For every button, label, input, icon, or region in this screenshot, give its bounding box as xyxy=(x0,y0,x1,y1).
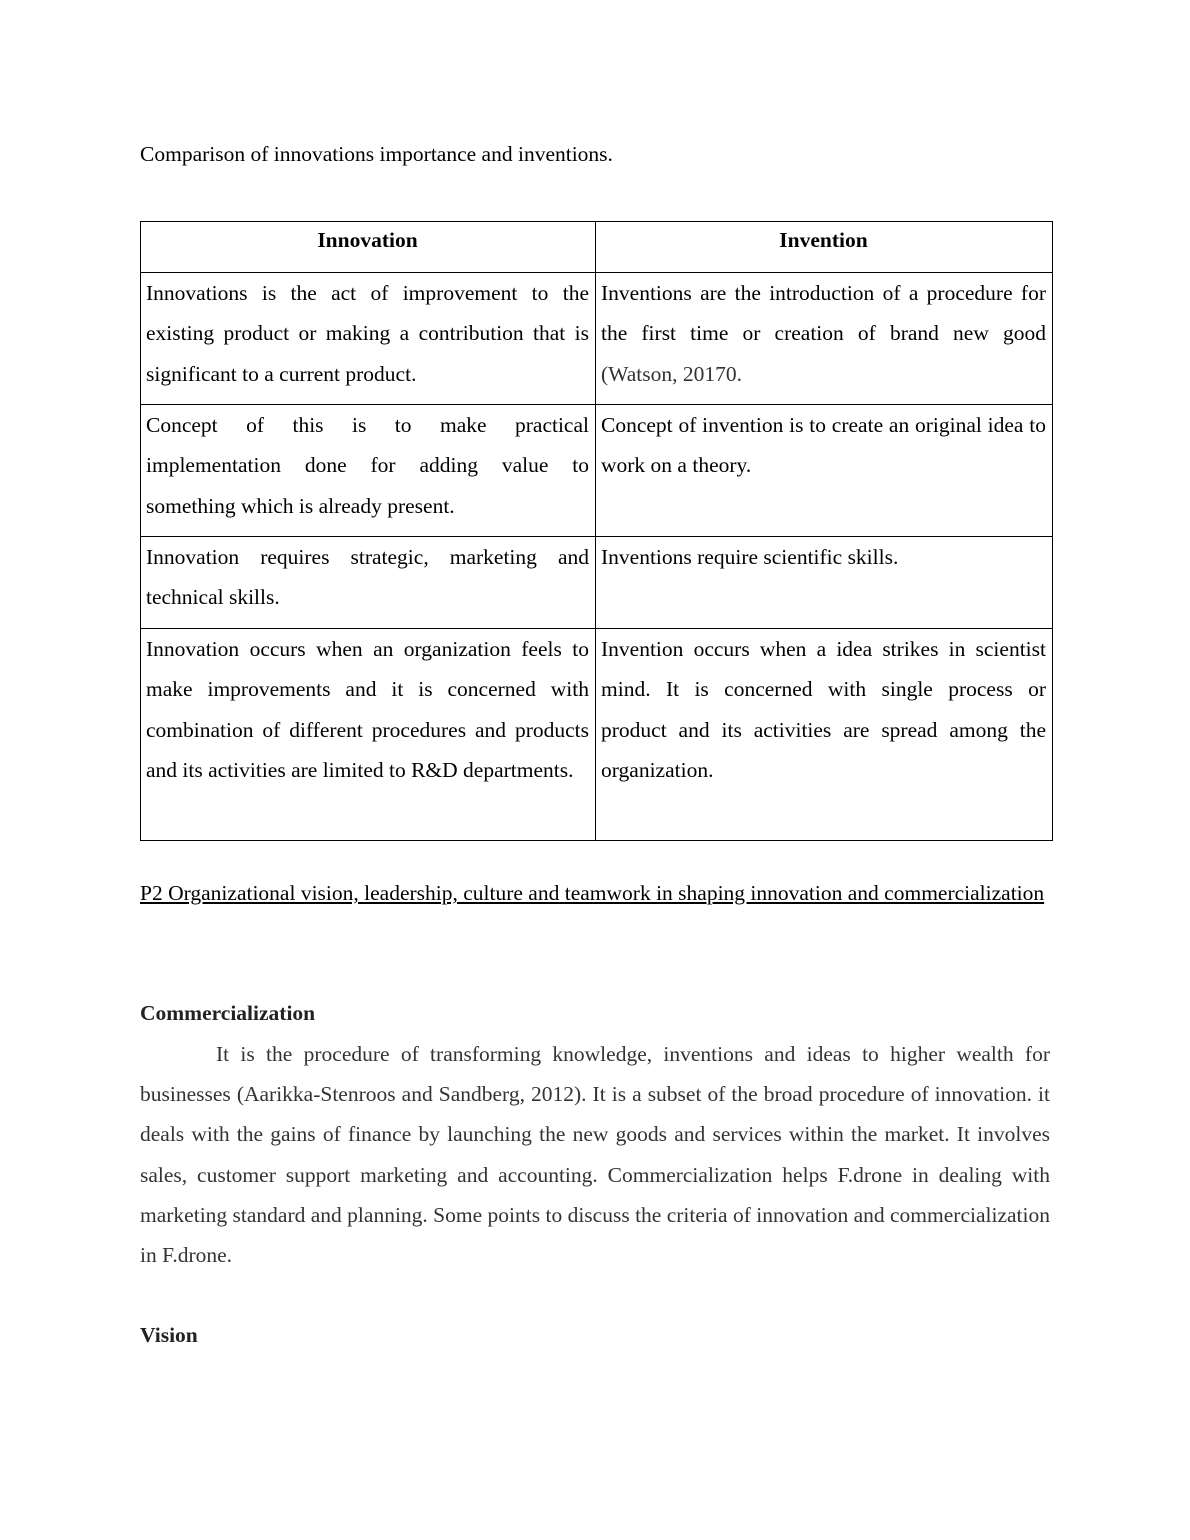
cell-invention xyxy=(596,273,1053,405)
table-row xyxy=(141,537,1053,629)
commercialization-paragraph: It is the procedure of transforming knowledge, inventions and ideas to higher wealth for businesses (Aarikka-Stenroos and Sandberg, 2012). It is a subset of the broad procedure of innovation. it deals with the gains of finance by launching the new goods and services within the market. It involves sales, customer support marketing and accounting. Commercialization helps F.drone in dealing with marketing standard and planning. Some points to discuss the criteria of innovation and commercialization in F.drone. xyxy=(140,1042,1050,1268)
vision-heading: Vision xyxy=(140,1323,198,1347)
cell-invention: Invention occurs when a idea strikes in scientist mind. It is concerned with single process or product and its activities are spread among the organization. xyxy=(596,629,1053,841)
cell-innovation: Innovation requires strategic, marketing and technical skills. xyxy=(141,537,596,629)
table-row xyxy=(141,405,1053,537)
table-row xyxy=(141,273,1053,405)
cell-innovation: Concept of this is to make practical implementation done for adding value to something which is already present. xyxy=(141,405,596,537)
cell-innovation: Innovations is the act of improvement to the existing product or making a contribution that is significant to a current product. xyxy=(141,273,596,405)
commercialization-heading: Commercialization xyxy=(140,1001,316,1025)
header-innovation: Innovation xyxy=(141,222,596,273)
cell-invention: Inventions require scientific skills. xyxy=(596,537,1053,629)
table-caption: Comparison of innovations importance and inventions. xyxy=(140,142,613,166)
comparison-table xyxy=(140,221,1053,841)
header-invention: Invention xyxy=(596,222,1053,273)
citation: (Watson, 20170. xyxy=(601,361,742,386)
table-header-row xyxy=(141,222,1053,273)
section-heading-p2: P2 Organizational vision, leadership, culture and teamwork in shaping innovation and commercialization xyxy=(140,881,1045,905)
cell-invention: Concept of invention is to create an original idea to work on a theory. xyxy=(596,405,1053,537)
table-row xyxy=(141,629,1053,841)
cell-invention-text: Inventions are the introduction of a procedure for the first time or creation of brand new good xyxy=(601,281,1046,346)
cell-innovation: Innovation occurs when an organization feels to make improvements and it is concerned with combination of different procedures and products and its activities are limited to R&D departments. xyxy=(141,629,596,841)
